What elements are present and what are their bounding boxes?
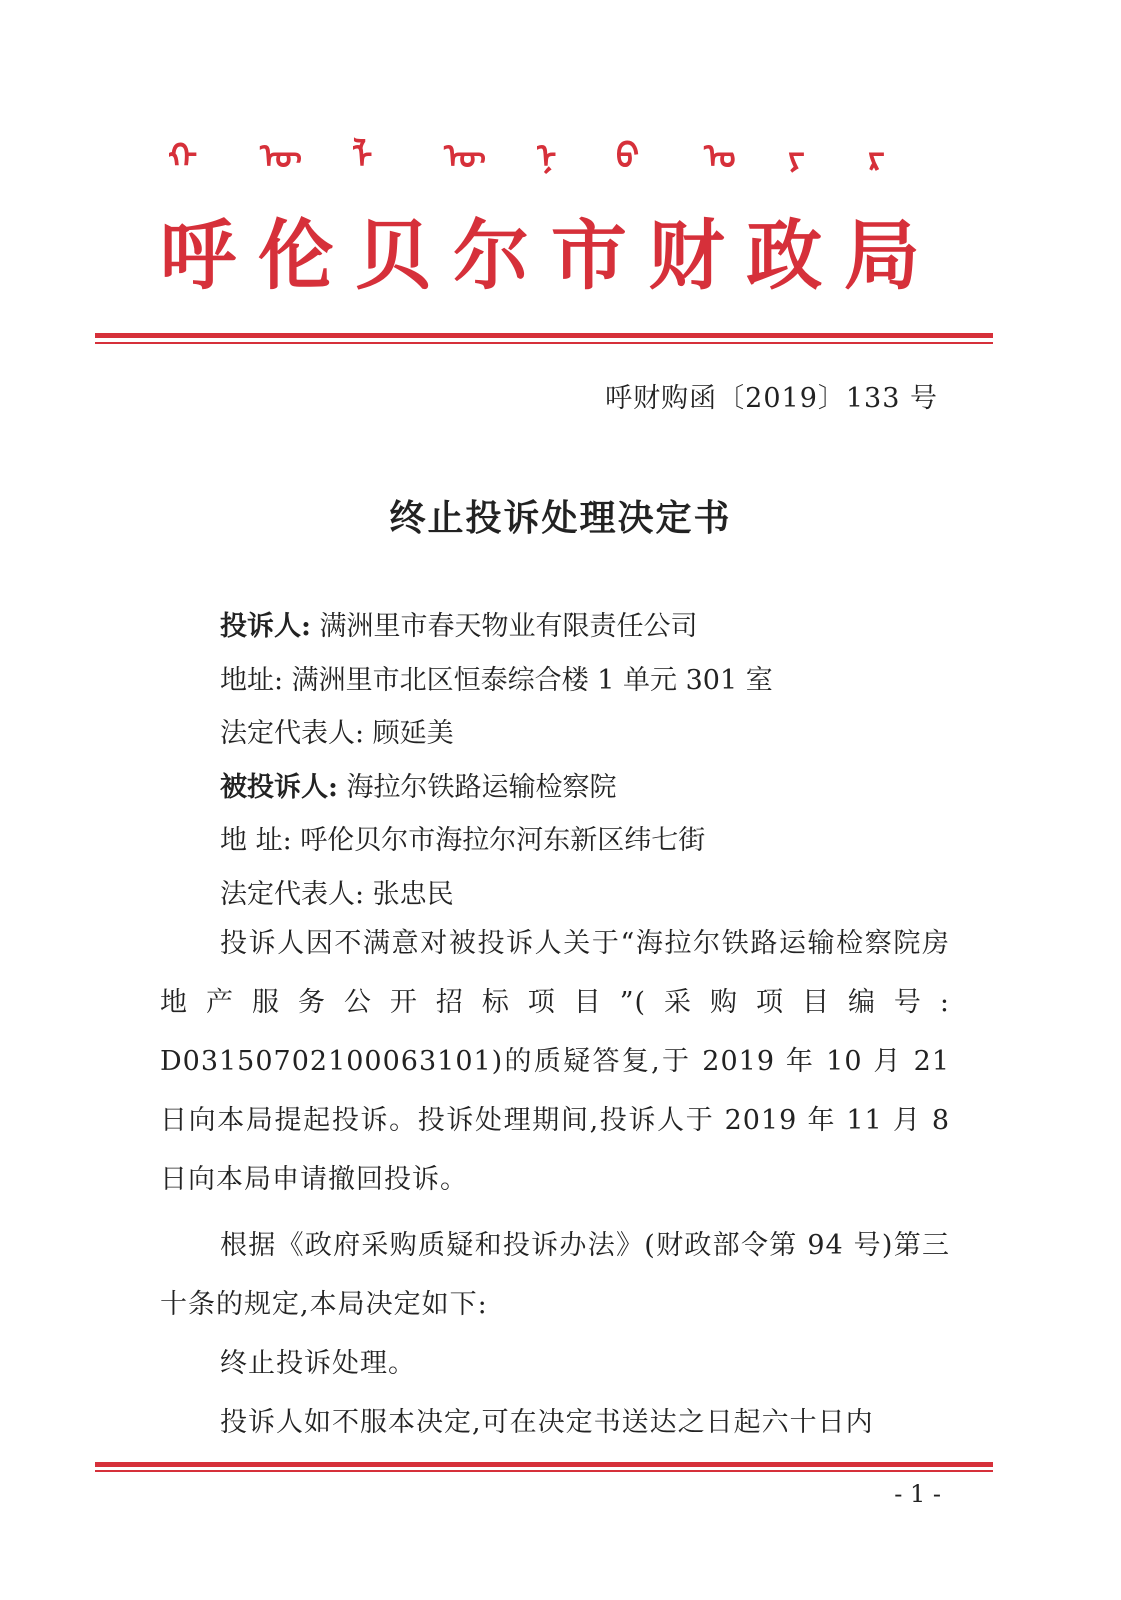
- agency-char: 贝: [355, 211, 432, 300]
- agency-char: 政: [746, 211, 823, 300]
- complainant-representative: 法定代表人: 顾延美: [220, 718, 454, 749]
- body-paragraph-3: 终止投诉处理。: [220, 1348, 416, 1379]
- mongolian-glyph: ᠬ: [168, 137, 198, 177]
- footer-divider-thick: [95, 1462, 993, 1467]
- mongolian-glyph: ᠪ: [616, 137, 640, 177]
- agency-char: 呼: [160, 211, 236, 300]
- page-number: - 1 -: [894, 1480, 941, 1508]
- complainant-line: [220, 604, 698, 643]
- mongolian-glyph: ᠷ: [868, 137, 885, 177]
- respondent-address: 地 址: 呼伦贝尔市海拉尔河东新区纬七街: [220, 825, 706, 856]
- complainant-name: 满洲里市春天物业有限责任公司: [310, 611, 698, 642]
- mongolian-glyph: ᠯ: [352, 137, 373, 177]
- respondent-representative: 法定代表人: 张忠民: [220, 879, 454, 910]
- document-title: 终止投诉处理决定书: [389, 497, 732, 539]
- agency-name: [160, 211, 920, 300]
- header-divider-thin: [95, 342, 993, 344]
- mongolian-script-header: [168, 137, 908, 210]
- mongolian-glyph: ᠨ: [536, 137, 557, 177]
- body-paragraph-1: 投诉人因不满意对被投诉人关于“海拉尔铁路运输检察院房地产服务公开招标项目”(采购项目编号: D03150702100063101)的质疑答复,于 2019 年 10 月 21 日向本局提起投诉。投诉处理期间,投诉人于 2019 年 11 月 8 日向本局申请撤回投诉。: [160, 928, 950, 1195]
- mongolian-glyph: ᠥ: [444, 137, 486, 177]
- complainant-label: 投诉人:: [220, 611, 311, 642]
- mongolian-glyph: ᠶ: [788, 137, 805, 177]
- agency-char: 财: [648, 211, 725, 300]
- respondent-name: 海拉尔铁路运输检察院: [337, 772, 617, 803]
- agency-char: 尔: [453, 211, 530, 300]
- header-divider-thick: [95, 333, 993, 338]
- agency-char: 市: [550, 211, 627, 300]
- mongolian-glyph: ᠤ: [704, 137, 736, 177]
- agency-char: 局: [843, 211, 920, 300]
- footer-divider-thin: [95, 1470, 993, 1472]
- complainant-address: 地址: 满洲里市北区恒泰综合楼 1 单元 301 室: [220, 665, 773, 696]
- mongolian-glyph: ᠥ: [260, 137, 302, 177]
- respondent-label: 被投诉人:: [220, 772, 338, 803]
- body-paragraph-4: 投诉人如不服本决定,可在决定书送达之日起六十日内: [220, 1407, 874, 1438]
- body-paragraph-2: 根据《政府采购质疑和投诉办法》(财政部令第 94 号)第三十条的规定,本局决定如下:: [160, 1230, 950, 1320]
- agency-char: 伦: [257, 211, 334, 300]
- document-number: 呼财购函〔2019〕133 号: [605, 383, 938, 414]
- respondent-line: [220, 765, 617, 804]
